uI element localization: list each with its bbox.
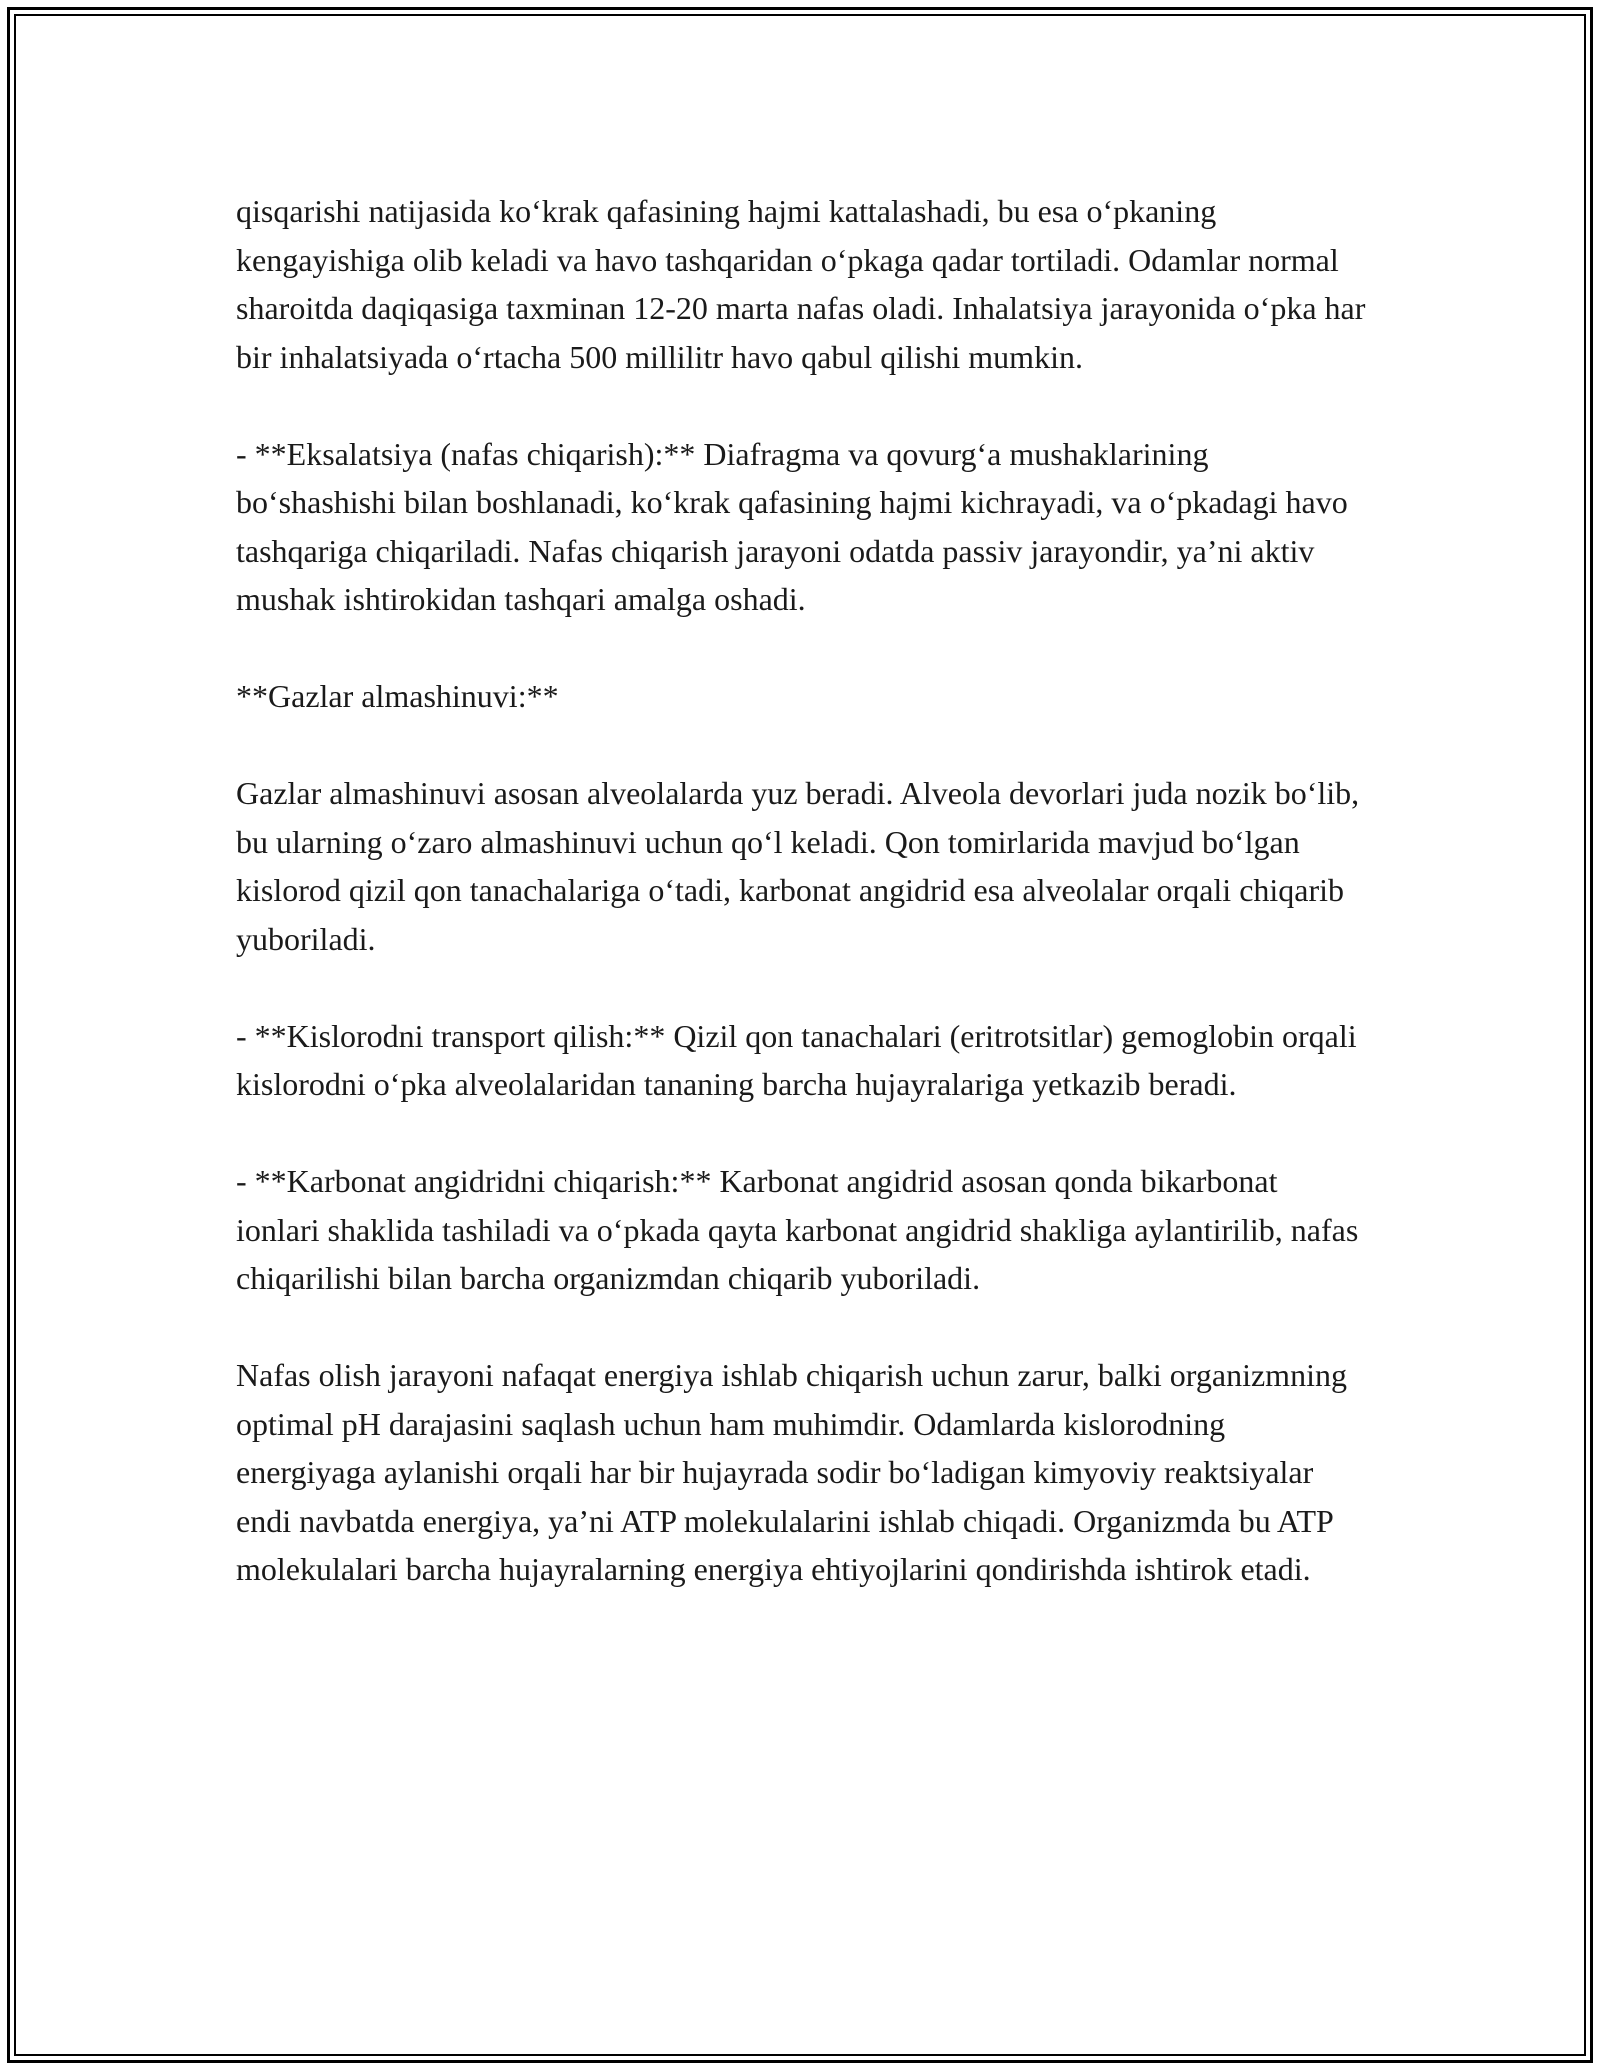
paragraph-inhalation-continued: qisqarishi natijasida ko‘krak qafasining hajmi kattalashadi, bu esa o‘pkaning kengayishiga olib keladi va havo tashqaridan o‘pkaga qadar tortiladi. Odamlar normal sharoitda daqiqasiga taxminan 12-20 marta nafas oladi. Inhalatsiya jarayonida o‘pka har bir inhalatsiyada o‘rtacha 500 millilitr havo qabul qilishi mumkin.	[236, 193, 1366, 375]
paragraph-gas-exchange: Gazlar almashinuvi asosan alveolalarda yuz beradi. Alveola devorlari juda nozik bo‘lib, bu ularning o‘zaro almashinuvi uchun qo‘l keladi. Qon tomirlarida mavjud bo‘lgan kislorod qizil qon tanachalariga o‘tadi, karbonat angidrid esa alveolalar orqali chiqarib yuboriladi.	[236, 775, 1360, 957]
paragraph-exhalation: - **Eksalatsiya (nafas chiqarish):** Diafragma va qovurg‘a mushaklarining bo‘shashishi bilan boshlanadi, ko‘krak qafasining hajmi kichrayadi, va o‘pkadagi havo tashqariga chiqariladi. Nafas chiqarish jarayoni odatda passiv jarayondir, ya’ni aktiv mushak ishtirokidan tashqari amalga oshadi.	[236, 435, 1348, 617]
document-body	[236, 187, 1366, 1642]
heading-gas-exchange: **Gazlar almashinuvi:**	[236, 678, 559, 714]
paragraph-oxygen-transport: - **Kislorodni transport qilish:** Qizil qon tanachalari (eritrotsitlar) gemoglobin orqali kislorodni o‘pka alveolalaridan tananing barcha hujayralariga yetkazib beradi.	[236, 1017, 1357, 1102]
paragraph-conclusion: Nafas olish jarayoni nafaqat energiya ishlab chiqarish uchun zarur, balki organizmning optimal pH darajasini saqlash uchun ham muhimdir. Odamlarda kislorodning energiyaga aylanishi orqali har bir hujayrada sodir bo‘ladigan kimyoviy reaktsiyalar endi navbatda energiya, ya’ni ATP molekulalarini ishlab chiqadi. Organizmda bu ATP molekulalari barcha hujayralarning energiya ehtiyojlarini qondirishda ishtirok etadi.	[236, 1357, 1347, 1587]
paragraph-co2-removal: - **Karbonat angidridni chiqarish:** Karbonat angidrid asosan qonda bikarbonat ionlari shaklida tashiladi va o‘pkada qayta karbonat angidrid shakliga aylantirilib, nafas chiqarilishi bilan barcha organizmdan chiqarib yuboriladi.	[236, 1163, 1359, 1296]
